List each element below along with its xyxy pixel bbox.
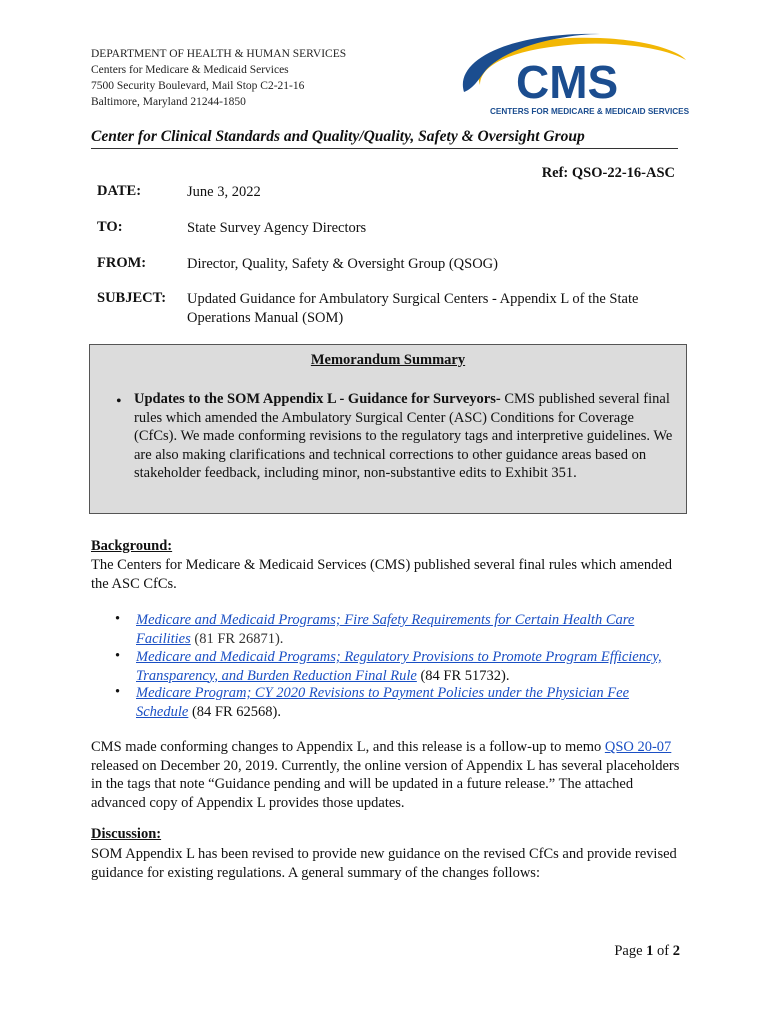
summary-bullet-body: CMS published several final rules which amended the Ambulatory Surgical Center (ASC) Conditions for Coverage (CfCs). We made conforming revisions to the regulatory tags and interpretive guidelines. We are also making clarifications and technical corrections to other guidance areas based on stakeholder feedback, including minor, non-substantive edits to Exhibit 351. — [134, 391, 673, 481]
memorandum-summary-box — [89, 344, 687, 514]
summary-bullet-heading: Updates to the SOM Appendix L - Guidance for Surveyors- — [134, 391, 501, 407]
fire-safety-rule-link[interactable]: Medicare and Medicaid Programs; Fire Safety Requirements for Certain Health Care Facilities — [136, 612, 635, 647]
to-value: State Survey Agency Directors — [187, 220, 367, 236]
logo-wordmark: CMS — [516, 56, 619, 108]
date-value: June 3, 2022 — [187, 184, 261, 200]
address-line-agency: Centers for Medicare & Medicaid Services — [91, 64, 289, 76]
followup-paragraph — [91, 738, 681, 812]
date-label: DATE: — [97, 183, 142, 199]
qso-20-07-link[interactable]: QSO 20-07 — [604, 739, 672, 755]
cms-logo-graphic — [450, 30, 690, 120]
background-heading: Background: — [91, 538, 173, 554]
address-line-department: DEPARTMENT OF HEALTH & HUMAN SERVICES — [91, 48, 347, 60]
cms-logo — [450, 30, 690, 120]
of-word: of — [653, 943, 673, 959]
regulatory-provisions-rule-link[interactable]: Medicare and Medicaid Programs; Regulatory Provisions to Promote Program Efficiency, Transparency, and Burden Reduction Final Rule — [136, 649, 662, 684]
logo-tagline: CENTERS FOR MEDICARE & MEDICAID SERVICES — [490, 107, 690, 116]
to-label: TO: — [97, 219, 123, 235]
page-current: 1 — [646, 943, 654, 959]
background-intro: The Centers for Medicare & Medicaid Services (CMS) published several final rules which amended the ASC CfCs. — [91, 557, 673, 592]
address-line-city: Baltimore, Maryland 21244-1850 — [91, 96, 246, 108]
bullet-icon: • — [115, 611, 121, 627]
summary-bullet-text — [134, 390, 680, 483]
followup-text-end: released on December 20, 2019. Currently, the online version of Appendix L has several placeholders in the tags that note “Guidance pending and will be updated in a future release.” The attached advanced copy of Appendix L provides those updates. — [91, 757, 680, 811]
subject-value: Updated Guidance for Ambulatory Surgical Centers - Appendix L of the State Operations Manual (SOM) — [187, 291, 639, 326]
citation: (84 FR 51732). — [416, 667, 510, 684]
followup-text-start: CMS made conforming changes to Appendix L, and this release is a follow-up to memo — [91, 739, 605, 755]
group-title: Center for Clinical Standards and Quality/Quality, Safety & Oversight Group — [91, 128, 678, 149]
bullet-icon: • — [115, 648, 121, 664]
address-line-street: 7500 Security Boulevard, Mail Stop C2-21-16 — [91, 80, 305, 92]
page-number — [614, 943, 680, 960]
page-total: 2 — [672, 943, 680, 959]
bullet-icon: • — [115, 684, 121, 700]
subject-label: SUBJECT: — [97, 290, 167, 306]
citation: (81 FR 26871). — [190, 630, 284, 647]
from-value: Director, Quality, Safety & Oversight Group (QSOG) — [187, 256, 498, 272]
physician-fee-schedule-link[interactable]: Medicare Program; CY 2020 Revisions to Payment Policies under the Physician Fee Schedule — [136, 685, 630, 720]
page-word: Page — [614, 943, 647, 959]
agency-address — [91, 46, 346, 110]
list-item — [136, 611, 676, 648]
memo-reference: Ref: QSO-22-16-ASC — [541, 165, 675, 181]
bullet-icon: • — [116, 393, 122, 410]
citation: (84 FR 62568). — [188, 703, 281, 720]
from-label: FROM: — [97, 255, 147, 271]
summary-title: Memorandum Summary — [310, 352, 466, 368]
list-item — [136, 648, 676, 685]
list-item — [136, 684, 676, 721]
discussion-heading: Discussion: — [91, 826, 162, 842]
discussion-text: SOM Appendix L has been revised to provide new guidance on the revised CfCs and provide revised guidance for existing regulations. A general summary of the changes follows: — [91, 846, 677, 881]
